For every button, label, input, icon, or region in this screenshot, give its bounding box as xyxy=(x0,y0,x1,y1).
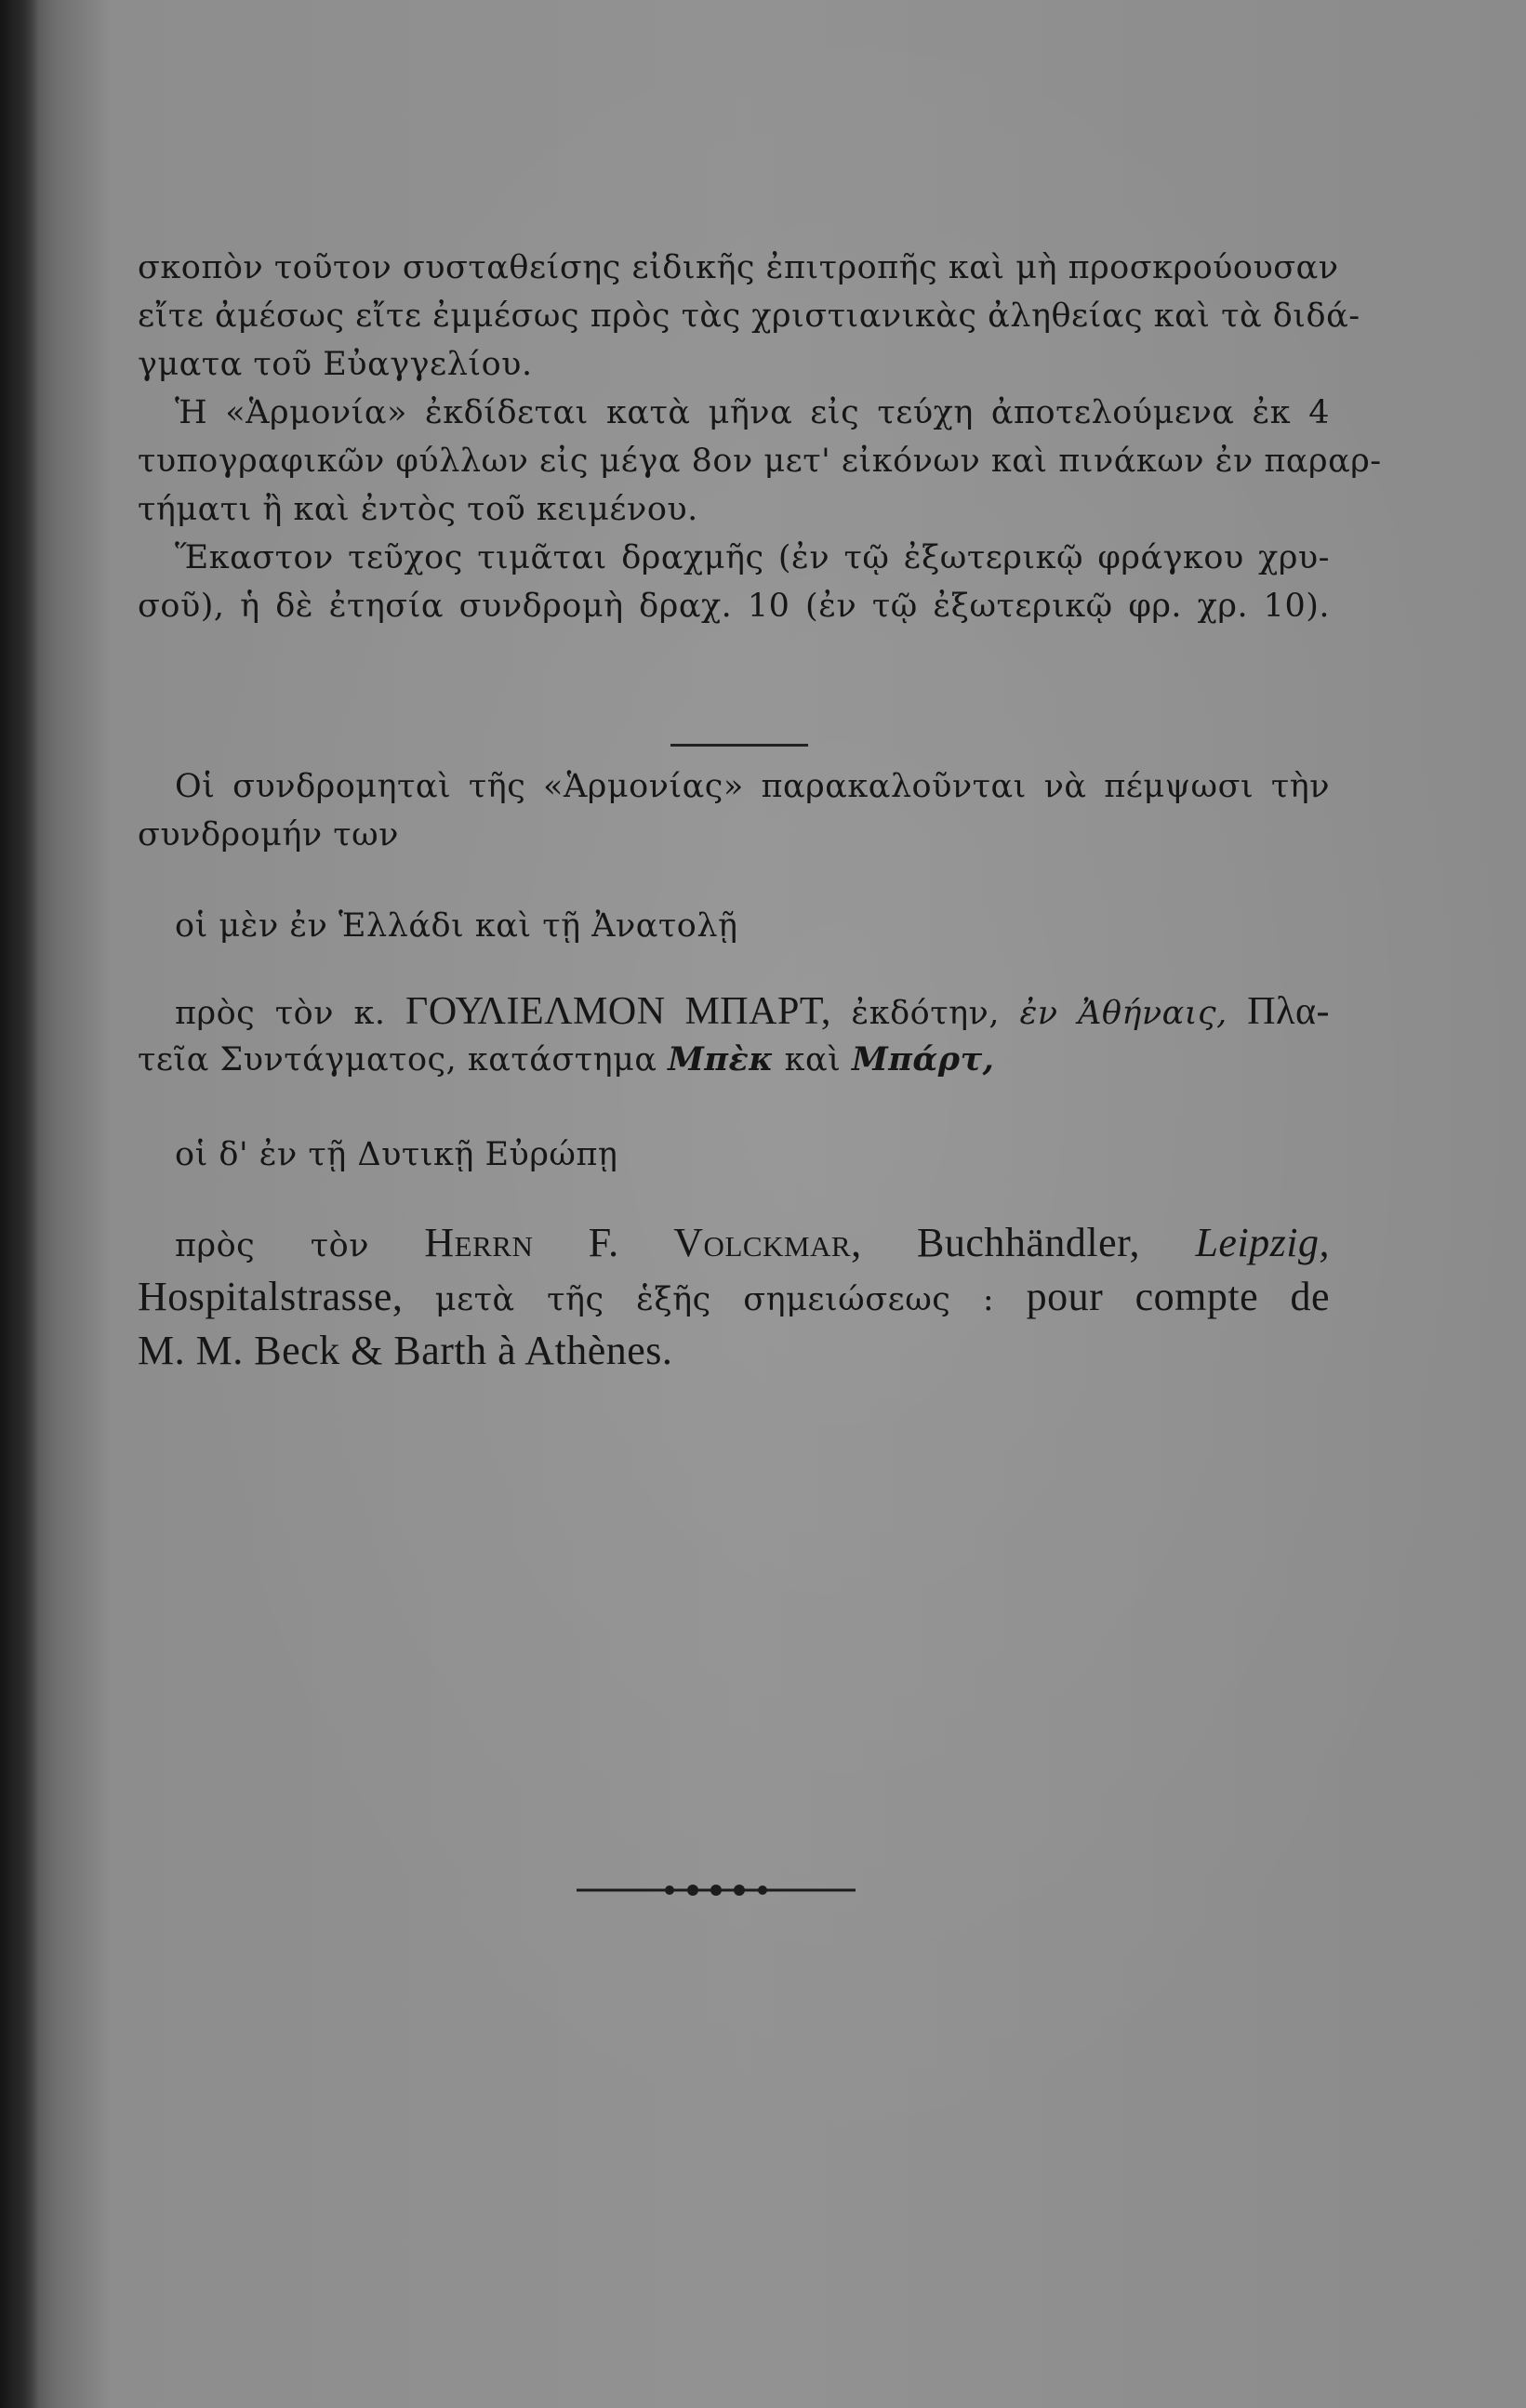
text-line: γματα τοῦ Εὐαγγελίου. xyxy=(138,346,533,383)
agent-trade: Buchhändler, xyxy=(916,1220,1141,1265)
text-line: Ἕκαστον τεῦχος τιμᾶται δραχμῆς (ἐν τῷ ἐξωτερικῷ φράγκου χρυ- xyxy=(175,539,1330,576)
text-line: Ἡ «Ἁρμονία» ἐκδίδεται κατὰ μῆνα εἰς τεύχη ἀποτελούμενα ἐκ 4 xyxy=(175,394,1330,431)
text-line: Οἱ συνδρομηταὶ τῆς «Ἁρμονίας» παρακαλοῦνται νὰ πέμψωσι τὴν xyxy=(175,768,1330,805)
shop-name-2: Μπάρτ, xyxy=(852,1040,995,1078)
note-french: pour compte de xyxy=(1026,1274,1330,1319)
paragraph-publication xyxy=(138,389,1382,534)
europe-address-line-2 xyxy=(138,1270,1330,1324)
subscription-notice xyxy=(138,762,1330,1378)
greece-address-line-2 xyxy=(138,1036,1330,1084)
text-line: τήματι ἢ καὶ ἐντὸς τοῦ κειμένου. xyxy=(138,491,698,528)
text-line: εἴτε ἀμέσως εἴτε ἐμμέσως πρὸς τὰς χριστιανικὰς ἀληθείας καὶ τὰ διδά- xyxy=(138,298,1360,335)
spacer xyxy=(138,1179,1330,1216)
paragraph-scope xyxy=(138,244,1360,389)
city-name: ἐν Ἀθήναις, xyxy=(1019,995,1227,1032)
spacer xyxy=(138,859,1330,902)
greece-heading: οἱ μὲν ἐν Ἑλλάδι καὶ τῇ Ἀνατολῇ xyxy=(175,907,738,945)
publisher-name: ΓΟΥΛΙΕΛΜΟΝ ΜΠΑΡΤ, xyxy=(405,990,831,1033)
shop-name-1: Μπὲκ xyxy=(668,1040,774,1078)
book-spine-shadow xyxy=(0,0,39,2408)
text-line: σοῦ), ἡ δὲ ἐτησία συνδρομὴ δραχ. 10 (ἐν τῷ ἐξωτερικῷ φρ. χρ. 10). xyxy=(138,588,1330,625)
address-prefix: πρὸς τὸν xyxy=(175,1227,369,1264)
europe-address-line-1 xyxy=(138,1216,1330,1270)
text-line: σκοπὸν τοῦτον συσταθείσης εἰδικῆς ἐπιτροπῆς καὶ μὴ προσκρούουσαν xyxy=(138,249,1339,286)
spacer xyxy=(138,1084,1330,1131)
greece-address-line-1 xyxy=(138,987,1330,1036)
page-text-block xyxy=(138,244,1382,1378)
street-start: Πλα- xyxy=(1247,990,1330,1033)
note-greek: μετὰ τῆς ἑξῆς σημειώσεως : xyxy=(434,1281,995,1318)
street-rest: τεῖα Συντάγματος, κατάστημα xyxy=(138,1041,657,1078)
ornament-icon xyxy=(577,1876,856,1904)
text-line: τυπογραφικῶν φύλλων εἰς μέγα 8ον μετ' εἰκόνων καὶ πινάκων ἐν παραρ- xyxy=(138,443,1382,480)
agent-name: Herrn F. Volckmar, xyxy=(424,1220,862,1265)
europe-heading: οἱ δ' ἐν τῇ Δυτικῇ Εὐρώπῃ xyxy=(175,1136,618,1173)
street-name: Hospitalstrasse, xyxy=(138,1274,404,1319)
europe-address-line-3: M. M. Beck & Barth à Athènes. xyxy=(138,1328,673,1373)
paragraph-price xyxy=(138,534,1330,630)
address-prefix: πρὸς τὸν κ. xyxy=(175,995,386,1032)
text-line: συνδρομήν των xyxy=(138,816,399,853)
agent-city: Leipzig, xyxy=(1195,1220,1331,1265)
conjunction: καὶ xyxy=(784,1041,842,1078)
section-divider xyxy=(670,744,808,747)
section-gap xyxy=(138,630,1330,762)
publisher-title: ἐκδότην, xyxy=(851,995,1000,1032)
spacer xyxy=(138,950,1330,987)
